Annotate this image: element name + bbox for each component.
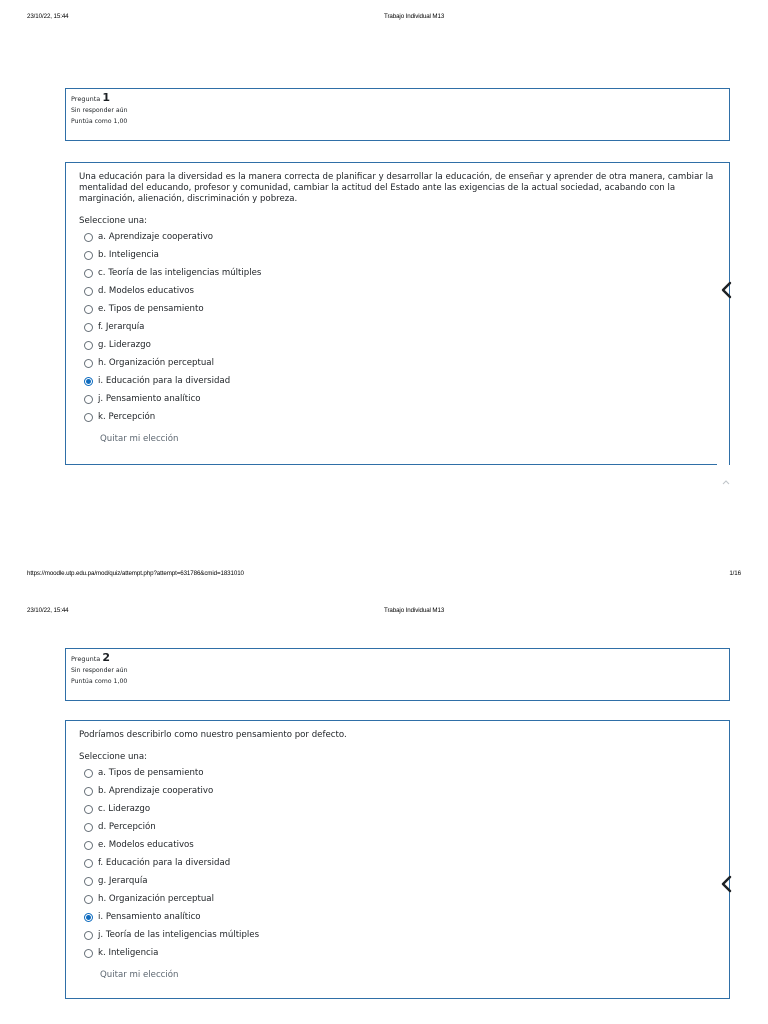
answer-option[interactable] bbox=[79, 908, 716, 926]
drawer-toggle-button[interactable] bbox=[711, 275, 741, 305]
question-text: Podríamos describirlo como nuestro pensamiento por defecto. bbox=[79, 730, 347, 740]
answer-option[interactable] bbox=[79, 854, 716, 872]
print-title: Trabajo Individual M13 bbox=[384, 607, 445, 614]
clear-choice-link[interactable]: Quitar mi elección bbox=[100, 970, 179, 980]
radio-button[interactable] bbox=[84, 233, 93, 242]
radio-button[interactable] bbox=[84, 359, 93, 368]
answer-option[interactable] bbox=[79, 228, 716, 246]
answer-option[interactable] bbox=[79, 372, 716, 390]
answer-option[interactable] bbox=[79, 390, 716, 408]
answer-option-label[interactable]: i. Educación para la diversidad bbox=[98, 376, 231, 386]
answer-option-label[interactable]: d. Percepción bbox=[98, 822, 156, 832]
answer-option[interactable] bbox=[79, 836, 716, 854]
print-url: https://moodle.utp.edu.pa/mod/quiz/attempt.php?attempt=631786&cmid=1831010 bbox=[27, 570, 244, 577]
answer-option[interactable] bbox=[79, 300, 716, 318]
radio-button[interactable] bbox=[84, 787, 93, 796]
answer-option-label[interactable]: j. Teoría de las inteligencias múltiples bbox=[98, 930, 260, 940]
answer-option[interactable] bbox=[79, 818, 716, 836]
answer-option-label[interactable]: b. Aprendizaje cooperativo bbox=[98, 786, 214, 796]
answer-option-label[interactable]: f. Educación para la diversidad bbox=[98, 858, 231, 868]
answer-option-label[interactable]: c. Teoría de las inteligencias múltiples bbox=[98, 268, 262, 278]
radio-button[interactable] bbox=[84, 895, 93, 904]
radio-button[interactable] bbox=[84, 395, 93, 404]
question-grade: Puntúa como 1,00 bbox=[71, 118, 128, 125]
question-label: Pregunta bbox=[71, 655, 101, 663]
answer-prompt: Seleccione una: bbox=[79, 216, 148, 226]
answer-option-label[interactable]: k. Percepción bbox=[98, 412, 156, 422]
answer-option-label[interactable]: g. Jerarquía bbox=[98, 876, 148, 886]
question-status: Sin responder aún bbox=[71, 107, 128, 114]
answer-option-label[interactable]: h. Organización perceptual bbox=[98, 358, 214, 368]
print-title: Trabajo Individual M13 bbox=[384, 13, 445, 20]
radio-button[interactable] bbox=[84, 269, 93, 278]
answer-option-label[interactable]: j. Pensamiento analítico bbox=[98, 394, 201, 404]
answer-option[interactable] bbox=[79, 782, 716, 800]
clear-choice-link[interactable]: Quitar mi elección bbox=[100, 434, 179, 444]
question-label: Pregunta bbox=[71, 95, 101, 103]
radio-button[interactable] bbox=[84, 413, 93, 422]
question-content bbox=[65, 162, 730, 465]
answer-option[interactable] bbox=[79, 764, 716, 782]
radio-button[interactable] bbox=[84, 769, 93, 778]
answer-option-label[interactable]: a. Tipos de pensamiento bbox=[98, 768, 204, 778]
answer-option-label[interactable]: c. Liderazgo bbox=[98, 804, 151, 814]
question-info bbox=[65, 648, 730, 701]
answer-option[interactable] bbox=[79, 246, 716, 264]
answer-option-label[interactable]: a. Aprendizaje cooperativo bbox=[98, 232, 214, 242]
question-content bbox=[65, 720, 730, 999]
radio-button[interactable] bbox=[84, 859, 93, 868]
radio-button-checked[interactable] bbox=[84, 377, 93, 386]
radio-button[interactable] bbox=[84, 305, 93, 314]
answer-option[interactable] bbox=[79, 336, 716, 354]
radio-button[interactable] bbox=[84, 287, 93, 296]
radio-button[interactable] bbox=[84, 323, 93, 332]
answer-options bbox=[79, 764, 716, 962]
answer-option-label[interactable]: e. Modelos educativos bbox=[98, 840, 194, 850]
radio-button[interactable] bbox=[84, 805, 93, 814]
answer-option[interactable] bbox=[79, 926, 716, 944]
answer-option-label[interactable]: g. Liderazgo bbox=[98, 340, 151, 350]
answer-option[interactable] bbox=[79, 408, 716, 426]
radio-button-checked[interactable] bbox=[84, 913, 93, 922]
answer-options bbox=[79, 228, 716, 426]
drawer-toggle-button[interactable] bbox=[711, 869, 741, 899]
answer-option[interactable] bbox=[79, 944, 716, 962]
question-number: 2 bbox=[102, 651, 110, 664]
answer-prompt: Seleccione una: bbox=[79, 752, 148, 762]
answer-option-label[interactable]: i. Pensamiento analítico bbox=[98, 912, 201, 922]
answer-option-label[interactable]: h. Organización perceptual bbox=[98, 894, 214, 904]
radio-button[interactable] bbox=[84, 877, 93, 886]
print-page-number: 1/16 bbox=[729, 570, 741, 577]
radio-button[interactable] bbox=[84, 341, 93, 350]
question-number-line bbox=[71, 652, 724, 665]
answer-option-label[interactable]: d. Modelos educativos bbox=[98, 286, 194, 296]
question-info bbox=[65, 88, 730, 141]
chevron-left-icon bbox=[719, 875, 733, 893]
radio-button[interactable] bbox=[84, 931, 93, 940]
question-grade: Puntúa como 1,00 bbox=[71, 678, 128, 685]
answer-option-label[interactable]: b. Inteligencia bbox=[98, 250, 159, 260]
scroll-up-button[interactable] bbox=[721, 471, 731, 479]
question-text: Una educación para la diversidad es la manera correcta de planificar y desarrollar la educación, de enseñar y aprender de otra manera, cambiar la mentalidad del educando, profesor y comunidad, cambiar la actitud del Estado ante las exigencias de la actual sociedad, acabando con la marginación, alienación, discriminación y pobreza. bbox=[79, 172, 714, 204]
answer-option-label[interactable]: k. Inteligencia bbox=[98, 948, 159, 958]
answer-option[interactable] bbox=[79, 890, 716, 908]
question-status: Sin responder aún bbox=[71, 667, 128, 674]
answer-option[interactable] bbox=[79, 354, 716, 372]
print-datetime: 23/10/22, 15:44 bbox=[27, 607, 69, 614]
radio-button[interactable] bbox=[84, 823, 93, 832]
radio-button[interactable] bbox=[84, 949, 93, 958]
answer-option-label[interactable]: e. Tipos de pensamiento bbox=[98, 304, 204, 314]
answer-option[interactable] bbox=[79, 318, 716, 336]
answer-option[interactable] bbox=[79, 282, 716, 300]
chevron-left-icon bbox=[719, 281, 733, 299]
radio-button[interactable] bbox=[84, 251, 93, 260]
print-datetime: 23/10/22, 15:44 bbox=[27, 13, 69, 20]
answer-option[interactable] bbox=[79, 800, 716, 818]
question-number: 1 bbox=[102, 91, 110, 104]
radio-button[interactable] bbox=[84, 841, 93, 850]
content-bottom-edge bbox=[65, 464, 717, 465]
question-number-line bbox=[71, 92, 724, 105]
answer-option-label[interactable]: f. Jerarquía bbox=[98, 322, 145, 332]
answer-option[interactable] bbox=[79, 264, 716, 282]
answer-option[interactable] bbox=[79, 872, 716, 890]
chevron-up-icon bbox=[721, 478, 731, 486]
